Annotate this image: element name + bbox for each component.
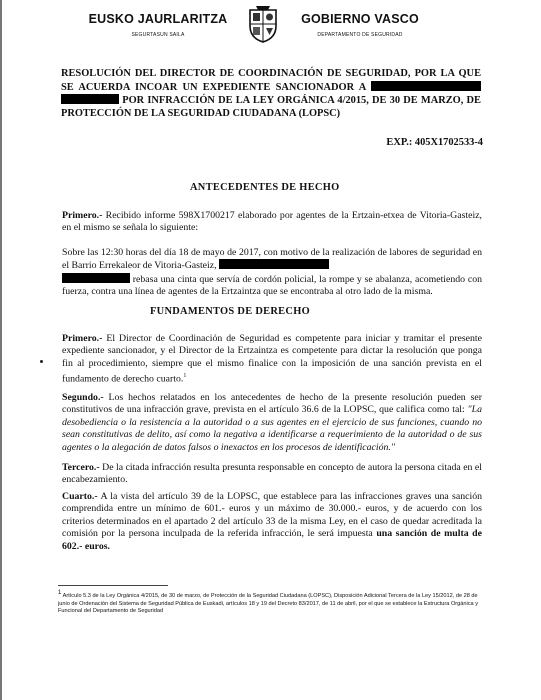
fundamento-segundo-lead: Segundo.-: [62, 392, 104, 403]
redacted-person: [219, 259, 329, 269]
coat-of-arms-icon: [246, 4, 280, 44]
fundamento-cuarto-sanction: una sanción de multa de 602.- euros.: [62, 528, 482, 552]
redacted-name: [371, 81, 481, 91]
fundamento-tercero-text: De la citada infracción resulta presunta responsable en concepto de autora la persona citada en el encabezamiento.: [62, 462, 482, 486]
hechos-part-2: rebasa una cinta que servía de cordón policial, la rompe y se abalanza, acometiendo con fuerza, contra una línea de agentes de la Ertzaintza que se encontraba al otro lado de la misma.: [62, 273, 482, 298]
redacted-person-2: [62, 273, 130, 283]
fundamento-cuarto: [62, 491, 482, 553]
header-right-title: GOBIERNO VASCO: [301, 12, 419, 26]
fundamento-primero-lead: Primero.-: [62, 333, 103, 344]
header-left: [88, 12, 228, 38]
fundamentos-heading: FUNDAMENTOS DE DERECHO: [150, 306, 310, 317]
antecedentes-primero: [62, 210, 482, 235]
fundamento-cuarto-lead: Cuarto.-: [62, 491, 98, 502]
expediente-number: EXP.: 405X1702533-4: [386, 137, 483, 148]
fundamento-cuarto-text: A la vista del artículo 39 de la LOPSC, que establece para las infracciones graves una sanción comprendida entre un mínimo de 601.- euros y un máximo de 30.000.- euros, y de acuerdo con los criterios determinados en el apartado 2 del artículo 33 de la misma Ley, en el caso de quedar acreditada la comisión por la persona inculpada de la referida infracción, le será impuesta: [62, 491, 482, 540]
footnote-divider: [58, 585, 168, 586]
header-left-title: EUSKO JAURLARITZA: [88, 12, 228, 26]
title-part-1: RESOLUCIÓN DEL DIRECTOR DE COORDINACIÓN DE SEGURIDAD, POR LA QUE SE ACUERDA INCOAR UN EXPEDIENTE SANCIONADOR A: [61, 68, 481, 93]
header-left-subtitle: SEGURTASUN SAILA: [131, 32, 185, 38]
footnote: [58, 590, 488, 616]
antecedentes-hechos: [62, 247, 482, 299]
fundamento-segundo-text: Los hechos relatados en los antecedentes de hecho de la presente resolución pueden ser constitutivos de una infracción grave, prevista en el artículo 36.6 de la LOPSC, que califica como tal:: [62, 392, 482, 416]
footnote-mark: 1: [58, 590, 62, 596]
antecedentes-heading: ANTECEDENTES DE HECHO: [190, 182, 340, 193]
footnote-ref: 1: [183, 373, 187, 380]
resolution-title: [61, 68, 481, 120]
fundamento-primero: [62, 333, 482, 386]
antecedentes-primero-lead: Primero.-: [62, 210, 103, 221]
fundamento-segundo: [62, 392, 482, 454]
hechos-part-1: Sobre las 12:30 horas del día 18 de mayo de 2017, con motivo de la realización de labores de seguridad en el Barrio Errekaleor de Vitoria-Gasteiz,: [62, 247, 482, 272]
fundamento-tercero-lead: Tercero.-: [62, 462, 100, 473]
antecedentes-primero-text: Recibido informe 598X1700217 elaborado por agentes de la Ertzain-etxea de Vitoria-Gasteiz, en el mismo se señala lo siguiente:: [62, 210, 482, 234]
fundamento-primero-text: El Director de Coordinación de Seguridad es competente para iniciar y tramitar el presente expediente sancionador, y el Director de la Ertzaintza es competente para dictar la resolución que ponga fin al procedimiento, siempre que el mismo finalice con la imposición de una sanción prevista en el fundamento de derecho cuarto.: [62, 333, 482, 385]
scan-edge: [0, 0, 2, 700]
header-right-subtitle: DEPARTAMENTO DE SEGURIDAD: [317, 32, 403, 38]
fundamento-segundo-quote: "La desobediencia o la resistencia a la autoridad o a sus agentes en el ejercicio de sus funciones, cuando no sean constitutivas de delito, así como la negativa a identificarse a requerimiento de la autoridad o de sus agentes o la alegación de datos falsos o inexactos en los procesos de identificación.": [62, 404, 482, 453]
redacted-name-2: [61, 94, 119, 104]
scan-speck: [40, 360, 43, 363]
title-part-2: POR INFRACCIÓN DE LA LEY ORGÁNICA 4/2015, DE 30 DE MARZO, DE PROTECCIÓN DE LA SEGURIDAD CIUDADANA (LOPSC): [61, 95, 481, 119]
header-right: [300, 12, 420, 38]
fundamento-tercero: [62, 462, 482, 487]
footnote-text: Artículo 5.3 de la Ley Orgánica 4/2015, de 30 de marzo, de Protección de la Seguridad Ciudadana (LOPSC), Disposición Adicional Tercera de la Ley 15/2012, de 28 de junio de Ordenación del Sistema de Seguridad Pública de Euskadi, artículos 18 y 19 del Decreto 83/2017, de 11 de abril, por el que se establece la Estructura Orgánica y Funcional del Departamento de Seguridad: [58, 592, 478, 615]
